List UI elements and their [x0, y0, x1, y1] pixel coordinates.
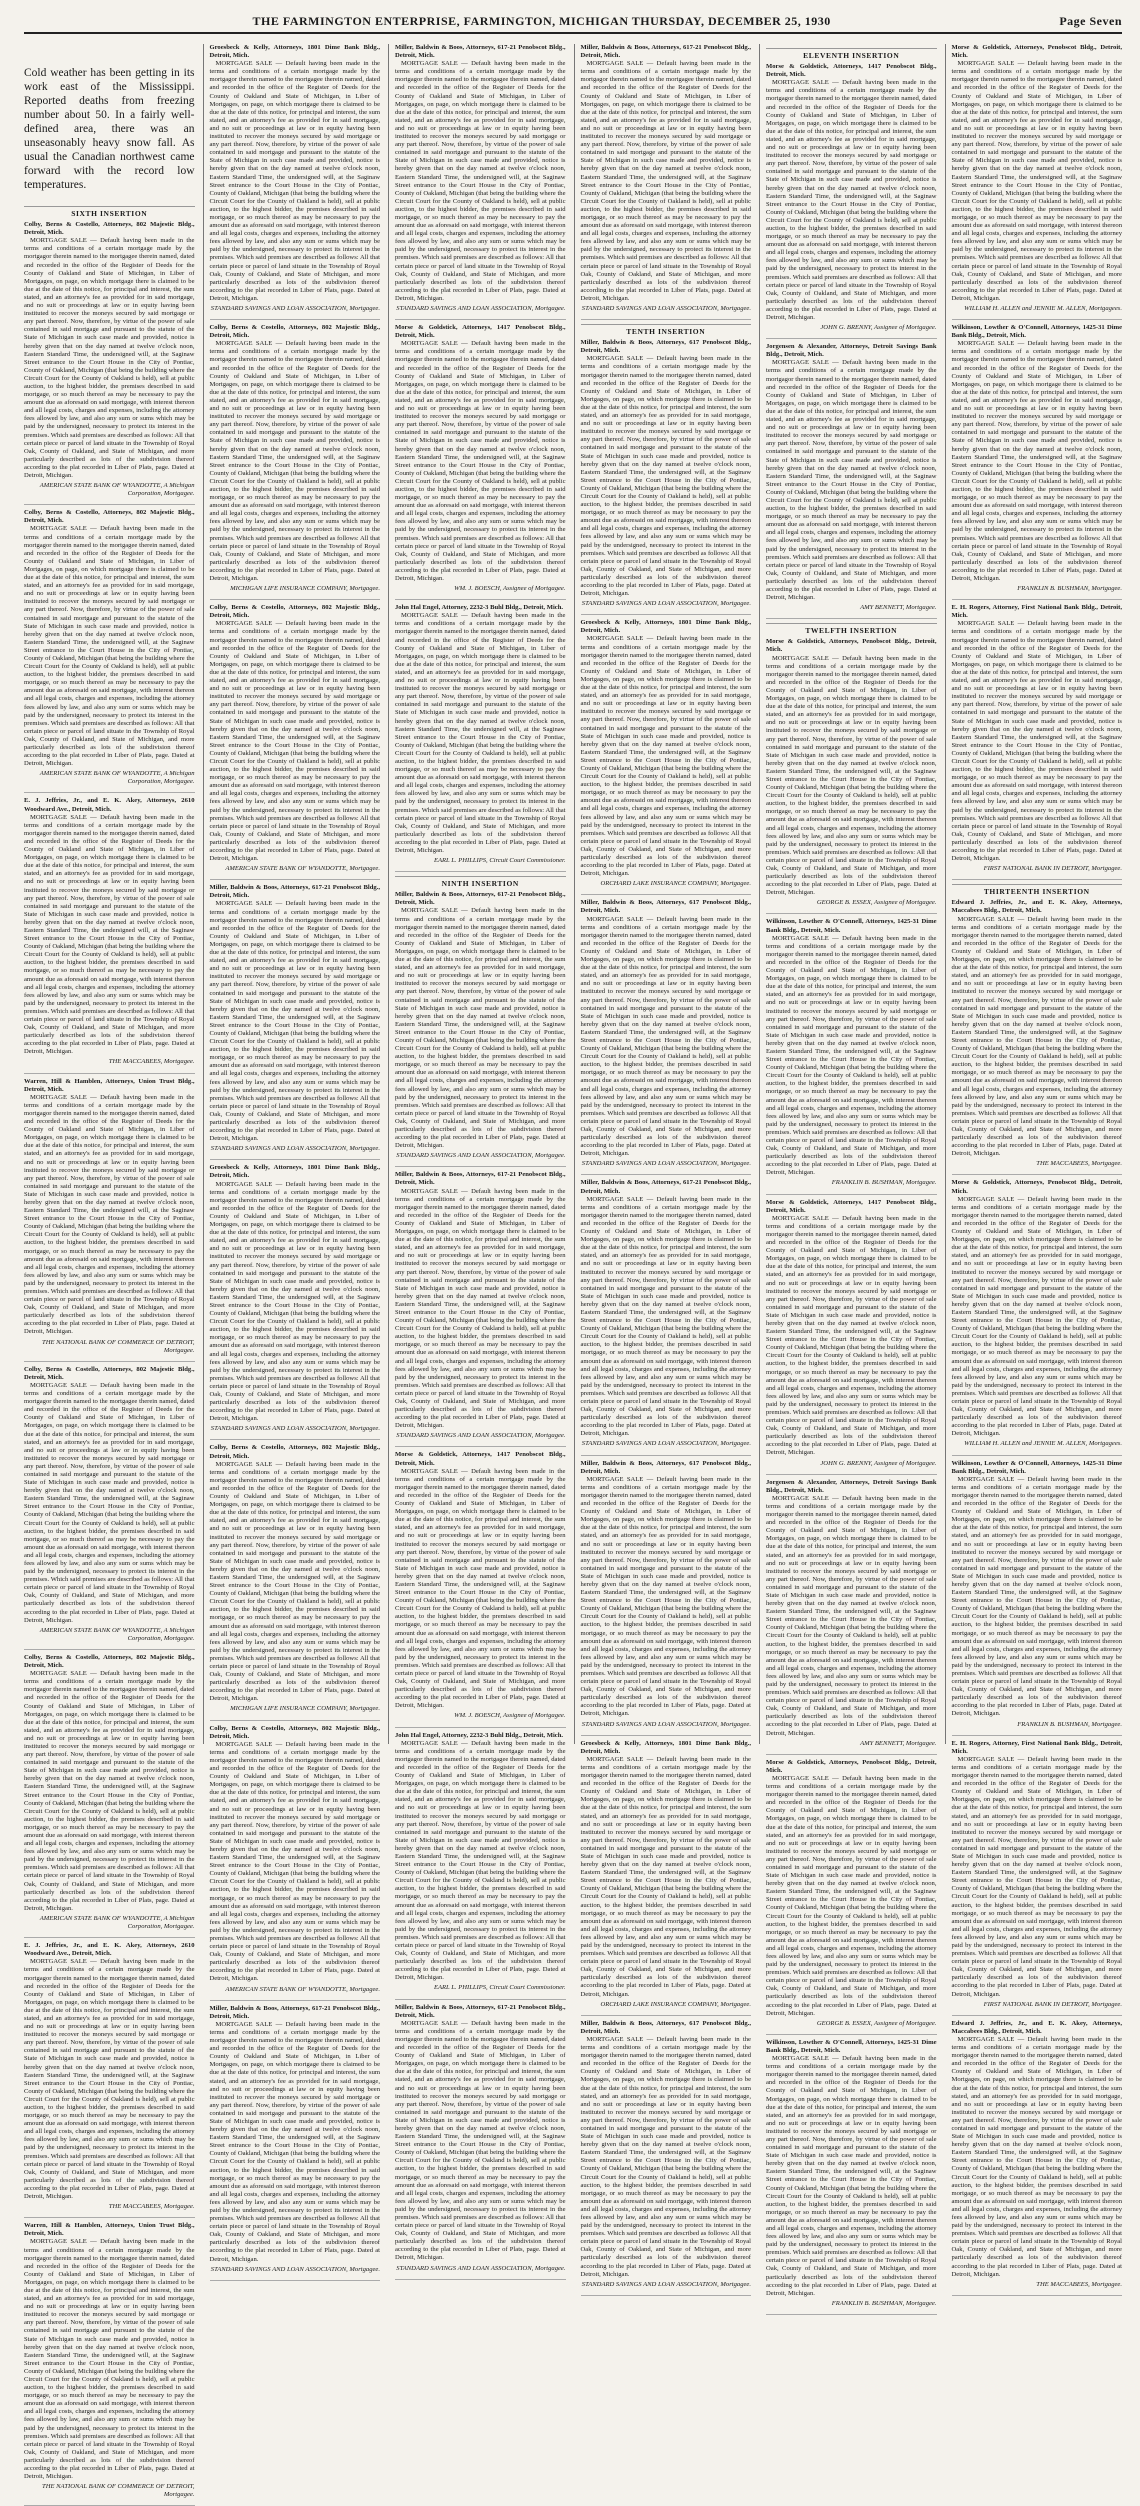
divider	[210, 599, 381, 600]
legal-notice	[581, 1740, 752, 2009]
attorney-firm: E. J. Jeffries, Jr., and E. K. Akey, Attorneys, 2610 Woodward Ave., Detroit, Mich.	[24, 797, 195, 813]
notice-signature: FRANKLIN B. BUSHMAN, Mortgagee.	[831, 2299, 937, 2307]
legal-notice	[395, 891, 566, 1160]
divider	[766, 1194, 937, 1195]
section-heading: SIXTH INSERTION	[24, 206, 195, 218]
notice-signature: STANDARD SAVINGS AND LOAN ASSOCIATION, Mortgagee.	[581, 1720, 751, 1728]
divider	[24, 792, 195, 793]
attorney-firm: Warren, Hill & Hamblen, Attorneys, Union Trust Bldg., Detroit, Mich.	[24, 2222, 195, 2238]
notice-body: MORTGAGE SALE — Default having been made in the terms and conditions of a certain mortgage made by the mortgagor therein named to the mortgagee therein named, dated and recorded in the office of the Register of Deeds for the County of Oakland and State of Michigan, in Liber of Mortgages, on page, on which mortgage there is claimed to be due at the date of this notice, for principal and interest, the sum stated, and an attorney's fee as provided for in said mortgage, and no suit or proceedings at law or in equity having been instituted to recover the moneys secured by said mortgage or any part thereof. Now, therefore, by virtue of the power of sale contained in said mortgage and pursuant to the statute of the State of Michigan in such case made and provided, notice is hereby given that on the day named at twelve o'clock noon, Eastern Standard Time, the undersigned will, at the Saginaw Street entrance to the Court House in the City of Pontiac, County of Oakland, Michigan (that being the building where the Circuit Court for the County of Oakland is held), sell at public auction, to the highest bidder, the premises described in said mortgage, or so much thereof as may be necessary to pay the amount due as aforesaid on said mortgage, with interest thereon and all legal costs, charges and expenses, including the attorney fees allowed by law, and also any sum or sums which may be paid by the undersigned, necessary to protect its interest in the premises. Which said premises are described as follows: All that certain piece or parcel of land situate in the Township of Royal Oak, County of Oakland, and State of Michigan, and more particularly described as lots of the subdivision thereof according to the plat recorded in Liber of Plats, page. Dated at Detroit, Michigan.	[24, 525, 195, 768]
notice-body: MORTGAGE SALE — Default having been made in the terms and conditions of a certain mortgage made by the mortgagor therein named to the mortgagee therein named, dated and recorded in the office of the Register of Deeds for the County of Oakland and State of Michigan, in Liber of Mortgages, on page, on which mortgage there is claimed to be due at the date of this notice, for principal and interest, the sum stated, and an attorney's fee as provided for in said mortgage, and no suit or proceedings at law or in equity having been instituted to recover the moneys secured by said mortgage or any part thereof. Now, therefore, by virtue of the power of sale contained in said mortgage and pursuant to the statute of the State of Michigan in such case made and provided, notice is hereby given that on the day named at twelve o'clock noon, Eastern Standard Time, the undersigned will, at the Saginaw Street entrance to the Court House in the City of Pontiac, County of Oakland, Michigan (that being the building where the Circuit Court for the County of Oakland is held), sell at public auction, to the highest bidder, the premises described in said mortgage, or so much thereof as may be necessary to pay the amount due as aforesaid on said mortgage, with interest thereon and all legal costs, charges and expenses, including the attorney fees allowed by law, and also any sum or sums which may be paid by the undersigned, necessary to protect its interest in the premises. Which said premises are described as follows: All that certain piece or parcel of land situate in the Township of Royal Oak, County of Oakland, and State of Michigan, and more particularly described as lots of the subdivision thereof according to the plat recorded in Liber of Plats, page. Dated at Detroit, Michigan.	[766, 654, 937, 897]
attorney-firm: Edward J. Jeffries, Jr., and E. K. Akey, Attorneys, Maccabees Bldg., Detroit, Mich.	[951, 2019, 1122, 2035]
divider	[210, 879, 381, 880]
notice-signature: ORCHARD LAKE INSURANCE COMPANY, Mortgagee.	[600, 880, 751, 888]
attorney-firm: Colby, Berns & Costello, Attorneys, 802 Majestic Bldg., Detroit, Mich.	[24, 1653, 195, 1670]
legal-notice	[24, 1942, 195, 2211]
divider	[395, 871, 566, 872]
notice-body: MORTGAGE SALE — Default having been made in the terms and conditions of a certain mortgage made by the mortgagor therein named to the mortgagee therein named, dated and recorded in the office of the Register of Deeds for the County of Oakland and State of Michigan, in Liber of Mortgages, on page, on which mortgage there is claimed to be due at the date of this notice, for principal and interest, the sum stated, and an attorney's fee as provided for in said mortgage, and no suit or proceedings at law or in equity having been instituted to recover the moneys secured by said mortgage or any part thereof. Now, therefore, by virtue of the power of sale contained in said mortgage and pursuant to the statute of the State of Michigan in such case made and provided, notice is hereby given that on the day named at twelve o'clock noon, Eastern Standard Time, the undersigned will, at the Saginaw Street entrance to the Court House in the City of Pontiac, County of Oakland, Michigan (that being the building where the Circuit Court for the County of Oakland is held), sell at public auction, to the highest bidder, the premises described in said mortgage, or so much thereof as may be necessary to pay the amount due as aforesaid on said mortgage, with interest thereon and all legal costs, charges and expenses, including the attorney fees allowed by law, and also any sum or sums which may be paid by the undersigned, necessary to protect its interest in the premises. Which said premises are described as follows: All that certain piece or parcel of land situate in the Township of Royal Oak, County of Oakland, and State of Michigan, and more particularly described as lots of the subdivision thereof according to the plat recorded in Liber of Plats, page. Dated at Detroit, Michigan.	[766, 359, 937, 602]
notice-body: MORTGAGE SALE — Default having been made in the terms and conditions of a certain mortgage made by the mortgagor therein named to the mortgagee therein named, dated and recorded in the office of the Register of Deeds for the County of Oakland and State of Michigan, in Liber of Mortgages, on page, on which mortgage there is claimed to be due at the date of this notice, for principal and interest, the sum stated, and an attorney's fee as provided for in said mortgage, and no suit or proceedings at law or in equity having been instituted to recover the moneys secured by said mortgage or any part thereof. Now, therefore, by virtue of the power of sale contained in said mortgage and pursuant to the statute of the State of Michigan in such case made and provided, notice is hereby given that on the day named at twelve o'clock noon, Eastern Standard Time, the undersigned will, at the Saginaw Street entrance to the Court House in the City of Pontiac, County of Oakland, Michigan (that being the building where the Circuit Court for the County of Oakland is held), sell at public auction, to the highest bidder, the premises described in said mortgage, or so much thereof as may be necessary to pay the amount due as aforesaid on said mortgage, with interest thereon and all legal costs, charges and expenses, including the attorney fees allowed by law, and also any sum or sums which may be paid by the undersigned, necessary to protect its interest in the premises. Which said premises are described as follows: All that certain piece or parcel of land situate in the Township of Royal Oak, County of Oakland, and State of Michigan, and more particularly described as lots of the subdivision thereof according to the plat recorded in Liber of Plats, page. Dated at Detroit, Michigan.	[395, 340, 566, 582]
notice-signature: THE MACCABEES, Mortgagee.	[1036, 1160, 1122, 1168]
attorney-firm: Morse & Goldstick, Attorneys, Penobscot Bldg., Detroit, Mich.	[766, 638, 937, 654]
notice-body: MORTGAGE SALE — Default having been made in the terms and conditions of a certain mortgage made by the mortgagor therein named to the mortgagee therein named, dated and recorded in the office of the Register of Deeds for the County of Oakland and State of Michigan, in Liber of Mortgages, on page, on which mortgage there is claimed to be due at the date of this notice, for principal and interest, the sum stated, and an attorney's fee as provided for in said mortgage, and no suit or proceedings at law or in equity having been instituted to recover the moneys secured by said mortgage or any part thereof. Now, therefore, by virtue of the power of sale contained in said mortgage and pursuant to the statute of the State of Michigan in such case made and provided, notice is hereby given that on the day named at twelve o'clock noon, Eastern Standard Time, the undersigned will, at the Saginaw Street entrance to the Court House in the City of Pontiac, County of Oakland, Michigan (that being the building where the Circuit Court for the County of Oakland is held), sell at public auction, to the highest bidder, the premises described in said mortgage, or so much thereof as may be necessary to pay the amount due as aforesaid on said mortgage, with interest thereon and all legal costs, charges and expenses, including the attorney fees allowed by law, and also any sum or sums which may be paid by the undersigned, necessary to protect its interest in the premises. Which said premises are described as follows: All that certain piece or parcel of land situate in the Township of Royal Oak, County of Oakland, and State of Michigan, and more particularly described as lots of the subdivision thereof according to the plat recorded in Liber of Plats, page. Dated at Detroit, Michigan.	[24, 1381, 195, 1624]
notice-signature: THE NATIONAL BANK OF COMMERCE OF DETROIT, Mortgagee.	[42, 2483, 195, 2499]
notice-signature: STANDARD SAVINGS AND LOAN ASSOCIATION, Mortgagee.	[210, 1425, 380, 1433]
legal-notice	[581, 1460, 752, 1729]
notice-body: MORTGAGE SALE — Default having been made in the terms and conditions of a certain mortgage made by the mortgagor therein named to the mortgagee therein named, dated and recorded in the office of the Register of Deeds for the County of Oakland and State of Michigan, in Liber of Mortgages, on page, on which mortgage there is claimed to be due at the date of this notice, for principal and interest, the sum stated, and an attorney's fee as provided for in said mortgage, and no suit or proceedings at law or in equity having been instituted to recover the moneys secured by said mortgage or any part thereof. Now, therefore, by virtue of the power of sale contained in said mortgage and pursuant to the statute of the State of Michigan in such case made and provided, notice is hereby given that on the day named at twelve o'clock noon, Eastern Standard Time, the undersigned will, at the Saginaw Street entrance to the Court House in the City of Pontiac, County of Oakland, Michigan (that being the building where the Circuit Court for the County of Oakland is held), sell at public auction, to the highest bidder, the premises described in said mortgage, or so much thereof as may be necessary to pay the amount due as aforesaid on said mortgage, with interest thereon and all legal costs, charges and expenses, including the attorney fees allowed by law, and also any sum or sums which may be paid by the undersigned, necessary to protect its interest in the premises. Which said premises are described as follows: All that certain piece or parcel of land situate in the Township of Royal Oak, County of Oakland, and State of Michigan, and more particularly described as lots of the subdivision thereof according to the plat recorded in Liber of Plats, page. Dated at Detroit, Michigan.	[209, 340, 380, 582]
legal-notice	[24, 2222, 195, 2499]
attorney-firm: Miller, Baldwin & Boos, Attorneys, 617-21 Penobscot Bldg., Detroit, Mich.	[209, 884, 380, 900]
attorney-firm: Colby, Berns & Costello, Attorneys, 802 Majestic Bldg., Detroit, Mich.	[209, 1724, 380, 1740]
divider	[24, 504, 195, 505]
notice-signature: AMY BENNETT, Mortgagee.	[860, 604, 937, 612]
divider	[395, 2279, 566, 2280]
column-4	[574, 44, 752, 2288]
legal-notice	[952, 1460, 1123, 1729]
notice-signature: WM. J. BOESCH, Assignee of Mortgagee.	[454, 585, 566, 593]
legal-notice	[766, 63, 937, 332]
legal-notice	[24, 1366, 195, 1643]
legal-notice	[952, 1740, 1123, 2009]
notice-signature: STANDARD SAVINGS AND LOAN ASSOCIATION, Mortgagee.	[581, 2280, 751, 2288]
legal-notice	[395, 1732, 566, 1993]
section-heading: TENTH INSERTION	[581, 324, 752, 336]
legal-notice	[952, 1179, 1123, 1448]
notice-signature: ORCHARD LAKE INSURANCE COMPANY, Mortgagee.	[600, 2000, 751, 2008]
notice-signature: FIRST NATIONAL BANK IN DETROIT, Mortgagee.	[983, 865, 1122, 873]
notice-body: MORTGAGE SALE — Default having been made in the terms and conditions of a certain mortgage made by the mortgagor therein named to the mortgagee therein named, dated and recorded in the office of the Register of Deeds for the County of Oakland and State of Michigan, in Liber of Mortgages, on page, on which mortgage there is claimed to be due at the date of this notice, for principal and interest, the sum stated, and an attorney's fee as provided for in said mortgage, and no suit or proceedings at law or in equity having been instituted to recover the moneys secured by said mortgage or any part thereof. Now, therefore, by virtue of the power of sale contained in said mortgage and pursuant to the statute of the State of Michigan in such case made and provided, notice is hereby given that on the day named at twelve o'clock noon, Eastern Standard Time, the undersigned will, at the Saginaw Street entrance to the Court House in the City of Pontiac, County of Oakland, Michigan (that being the building where the Circuit Court for the County of Oakland is held), sell at public auction, to the highest bidder, the premises described in said mortgage, or so much thereof as may be necessary to pay the amount due as aforesaid on said mortgage, with interest thereon and all legal costs, charges and expenses, including the attorney fees allowed by law, and also any sum or sums which may be paid by the undersigned, necessary to protect its interest in the premises. Which said premises are described as follows: All that certain piece or parcel of land situate in the Township of Royal Oak, County of Oakland, and State of Michigan, and more particularly described as lots of the subdivision thereof according to the plat recorded in Liber of Plats, page. Dated at Detroit, Michigan.	[24, 813, 195, 1056]
notice-signature: AMERICAN STATE BANK OF WYANDOTTE, A Michigan Corporation, Mortgagee.	[39, 770, 195, 786]
attorney-firm: Warren, Hill & Hamblen, Attorneys, Union Trust Bldg., Detroit, Mich.	[24, 1077, 195, 1093]
notice-body: MORTGAGE SALE — Default having been made in the terms and conditions of a certain mortgage made by the mortgagor therein named to the mortgagee therein named, dated and recorded in the office of the Register of Deeds for the County of Oakland and State of Michigan, in Liber of Mortgages, on page, on which mortgage there is claimed to be due at the date of this notice, for principal and interest, the sum stated, and an attorney's fee as provided for in said mortgage, and no suit or proceedings at law or in equity having been instituted to recover the moneys secured by said mortgage or any part thereof. Now, therefore, by virtue of the power of sale contained in said mortgage and pursuant to the statute of the State of Michigan in such case made and provided, notice is hereby given that on the day named at twelve o'clock noon, Eastern Standard Time, the undersigned will, at the Saginaw Street entrance to the Court House in the City of Pontiac, County of Oakland, Michigan (that being the building where the Circuit Court for the County of Oakland is held), sell at public auction, to the highest bidder, the premises described in said mortgage, or so much thereof as may be necessary to pay the amount due as aforesaid on said mortgage, with interest thereon and all legal costs, charges and expenses, including the attorney fees allowed by law, and also any sum or sums which may be paid by the undersigned, necessary to protect its interest in the premises. Which said premises are described as follows: All that certain piece or parcel of land situate in the Township of Royal Oak, County of Oakland, and State of Michigan, and more particularly described as lots of the subdivision thereof according to the plat recorded in Liber of Plats, page. Dated at Detroit, Michigan.	[24, 2238, 195, 2481]
masthead-title: THE FARMINGTON ENTERPRISE, FARMINGTON, MICHIGAN THURSDAY, DECEMBER 25, 1930	[252, 14, 831, 28]
attorney-firm: E. J. Jeffries, Jr., and E. K. Akey, Attorneys, 2610 Woodward Ave., Detroit, Mich.	[24, 1942, 195, 1958]
notice-body: MORTGAGE SALE — Default having been made in the terms and conditions of a certain mortgage made by the mortgagor therein named to the mortgagee therein named, dated and recorded in the office of the Register of Deeds for the County of Oakland and State of Michigan, in Liber of Mortgages, on page, on which mortgage there is claimed to be due at the date of this notice, for principal and interest, the sum stated, and an attorney's fee as provided for in said mortgage, and no suit or proceedings at law or in equity having been instituted to recover the moneys secured by said mortgage or any part thereof. Now, therefore, by virtue of the power of sale contained in said mortgage and pursuant to the statute of the State of Michigan in such case made and provided, notice is hereby given that on the day named at twelve o'clock noon, Eastern Standard Time, the undersigned will, at the Saginaw Street entrance to the Court House in the City of Pontiac, County of Oakland, Michigan (that being the building where the Circuit Court for the County of Oakland is held), sell at public auction, to the highest bidder, the premises described in said mortgage, or so much thereof as may be necessary to pay the amount due as aforesaid on said mortgage, with interest thereon and all legal costs, charges and expenses, including the attorney fees allowed by law, and also any sum or sums which may be paid by the undersigned, necessary to protect its interest in the premises. Which said premises are described as follows: All that certain piece or parcel of land situate in the Township of Royal Oak, County of Oakland, and State of Michigan, and more particularly described as lots of the subdivision thereof according to the plat recorded in Liber of Plats, page. Dated at Detroit, Michigan.	[395, 612, 566, 854]
divider	[766, 2034, 937, 2035]
attorney-firm: Jorgensen & Alexander, Attorneys, Detroit Savings Bank Bldg., Detroit, Mich.	[766, 1478, 937, 1494]
divider	[24, 1937, 195, 1938]
legal-notice	[210, 2005, 381, 2274]
notice-body: MORTGAGE SALE — Default having been made in the terms and conditions of a certain mortgage made by the mortgagor therein named to the mortgagee therein named, dated and recorded in the office of the Register of Deeds for the County of Oakland and State of Michigan, in Liber of Mortgages, on page, on which mortgage there is claimed to be due at the date of this notice, for principal and interest, the sum stated, and an attorney's fee as provided for in said mortgage, and no suit or proceedings at law or in equity having been instituted to recover the moneys secured by said mortgage or any part thereof. Now, therefore, by virtue of the power of sale contained in said mortgage and pursuant to the statute of the State of Michigan in such case made and provided, notice is hereby given that on the day named at twelve o'clock noon, Eastern Standard Time, the undersigned will, at the Saginaw Street entrance to the Court House in the City of Pontiac, County of Oakland, Michigan (that being the building where the Circuit Court for the County of Oakland is held), sell at public auction, to the highest bidder, the premises described in said mortgage, or so much thereof as may be necessary to pay the amount due as aforesaid on said mortgage, with interest thereon and all legal costs, charges and expenses, including the attorney fees allowed by law, and also any sum or sums which may be paid by the undersigned, necessary to protect its interest in the premises. Which said premises are described as follows: All that certain piece or parcel of land situate in the Township of Royal Oak, County of Oakland, and State of Michigan, and more particularly described as lots of the subdivision thereof according to the plat recorded in Liber of Plats, page. Dated at Detroit, Michigan.	[951, 1475, 1122, 1718]
notice-signature: STANDARD SAVINGS AND LOAN ASSOCIATION, Mortgagee.	[581, 305, 751, 312]
legal-notice	[210, 1444, 381, 1713]
notice-signature: STANDARD SAVINGS AND LOAN ASSOCIATION, Mortgagee.	[581, 1160, 751, 1168]
divider	[210, 2280, 381, 2281]
attorney-firm: Wilkinson, Lowther & O'Connell, Attorneys, 1425-31 Dime Bank Bldg., Detroit, Mich.	[766, 918, 937, 934]
legal-notice	[581, 899, 752, 1168]
masthead	[24, 14, 1122, 34]
legal-notice	[952, 604, 1123, 873]
divider	[766, 338, 937, 339]
notice-signature: STANDARD SAVINGS AND LOAN ASSOCIATION, Mortgagee.	[581, 1440, 751, 1448]
attorney-firm: Colby, Berns & Costello, Attorneys, 802 Majestic Bldg., Detroit, Mich.	[24, 1365, 195, 1381]
legal-notice	[766, 1759, 937, 2028]
notice-signature: JOHN G. BRENNY, Assignee of Mortgagee.	[820, 1459, 937, 1467]
attorney-firm: Wilkinson, Lowther & O'Connell, Attorneys, 1425-31 Dime Bank Bldg., Detroit, Mich.	[951, 1459, 1122, 1475]
notice-body: MORTGAGE SALE — Default having been made in the terms and conditions of a certain mortgage made by the mortgagor therein named to the mortgagee therein named, dated and recorded in the office of the Register of Deeds for the County of Oakland and State of Michigan, in Liber of Mortgages, on page, on which mortgage there is claimed to be due at the date of this notice, for principal and interest, the sum stated, and an attorney's fee as provided for in said mortgage, and no suit or proceedings at law or in equity having been instituted to recover the moneys secured by said mortgage or any part thereof. Now, therefore, by virtue of the power of sale contained in said mortgage and pursuant to the statute of the State of Michigan in such case made and provided, notice is hereby given that on the day named at twelve o'clock noon, Eastern Standard Time, the undersigned will, at the Saginaw Street entrance to the Court House in the City of Pontiac, County of Oakland, Michigan (that being the building where the Circuit Court for the County of Oakland is held), sell at public auction, to the highest bidder, the premises described in said mortgage, or so much thereof as may be necessary to pay the amount due as aforesaid on said mortgage, with interest thereon and all legal costs, charges and expenses, including the attorney fees allowed by law, and also any sum or sums which may be paid by the undersigned, necessary to protect its interest in the premises. Which said premises are described as follows: All that certain piece or parcel of land situate in the Township of Royal Oak, County of Oakland, and State of Michigan, and more particularly described as lots of the subdivision thereof according to the plat recorded in Liber of Plats, page. Dated at Detroit, Michigan.	[209, 1740, 380, 1983]
attorney-firm: Morse & Goldstick, Attorneys, Penobscot Bldg., Detroit, Mich.	[766, 1758, 937, 1774]
attorney-firm: Miller, Baldwin & Boos, Attorneys, 617 Penobscot Bldg., Detroit, Mich.	[580, 1459, 751, 1475]
attorney-firm: Miller, Baldwin & Boos, Attorneys, 617 Penobscot Bldg., Detroit, Mich.	[580, 339, 751, 355]
divider	[952, 319, 1123, 320]
divider	[766, 913, 937, 914]
notice-signature: AMERICAN STATE BANK OF WYANDOTTE, Mortgagee.	[225, 1985, 380, 1993]
attorney-firm: Miller, Baldwin & Boos, Attorneys, 617-21 Penobscot Bldg., Detroit, Mich.	[395, 1171, 566, 1187]
divider	[210, 1720, 381, 1721]
notice-signature: MICHIGAN LIFE INSURANCE COMPANY, Mortgagee.	[230, 1705, 380, 1713]
divider	[581, 894, 752, 895]
notice-signature: WM. J. BOESCH, Assignee of Mortgagee.	[454, 1712, 566, 1720]
attorney-firm: Colby, Berns & Costello, Attorneys, 802 Majestic Bldg., Detroit, Mich.	[24, 221, 195, 237]
attorney-firm: Edward J. Jeffries, Jr., and E. K. Akey, Attorneys, Maccabees Bldg., Detroit, Mich.	[951, 899, 1122, 915]
divider	[395, 1727, 566, 1728]
legal-notice	[24, 221, 195, 498]
notice-body: MORTGAGE SALE — Default having been made in the terms and conditions of a certain mortgage made by the mortgagor therein named to the mortgagee therein named, dated and recorded in the office of the Register of Deeds for the County of Oakland and State of Michigan, in Liber of Mortgages, on page, on which mortgage there is claimed to be due at the date of this notice, for principal and interest, the sum stated, and an attorney's fee as provided for in said mortgage, and no suit or proceedings at law or in equity having been instituted to recover the moneys secured by said mortgage or any part thereof. Now, therefore, by virtue of the power of sale contained in said mortgage and pursuant to the statute of the State of Michigan in such case made and provided, notice is hereby given that on the day named at twelve o'clock noon, Eastern Standard Time, the undersigned will, at the Saginaw Street entrance to the Court House in the City of Pontiac, County of Oakland, Michigan (that being the building where the Circuit Court for the County of Oakland is held), sell at public auction, to the highest bidder, the premises described in said mortgage, or so much thereof as may be necessary to pay the amount due as aforesaid on said mortgage, with interest thereon and all legal costs, charges and expenses, including the attorney fees allowed by law, and also any sum or sums which may be paid by the undersigned, necessary to protect its interest in the premises. Which said premises are described as follows: All that certain piece or parcel of land situate in the Township of Royal Oak, County of Oakland, and State of Michigan, and more particularly described as lots of the subdivision thereof according to the plat recorded in Liber of Plats, page. Dated at Detroit, Michigan.	[580, 355, 751, 598]
notice-signature: STANDARD SAVINGS AND LOAN ASSOCIATION, Mortgagee.	[396, 2264, 566, 2272]
divider	[952, 1455, 1123, 1456]
legal-notice	[210, 884, 381, 1153]
notice-signature: STANDARD SAVINGS AND LOAN ASSOCIATION, Mortgagee.	[581, 600, 751, 608]
notice-signature: WILLIAM H. ALLEN and JENNIE M. ALLEN, Mortgagees.	[964, 1440, 1122, 1448]
legal-notice	[766, 343, 937, 612]
notice-body: MORTGAGE SALE — Default having been made in the terms and conditions of a certain mortgage made by the mortgagor therein named to the mortgagee therein named, dated and recorded in the office of the Register of Deeds for the County of Oakland and State of Michigan, in Liber of Mortgages, on page, on which mortgage there is claimed to be due at the date of this notice, for principal and interest, the sum stated, and an attorney's fee as provided for in said mortgage, and no suit or proceedings at law or in equity having been instituted to recover the moneys secured by said mortgage or any part thereof. Now, therefore, by virtue of the power of sale contained in said mortgage and pursuant to the statute of the State of Michigan in such case made and provided, notice is hereby given that on the day named at twelve o'clock noon, Eastern Standard Time, the undersigned will, at the Saginaw Street entrance to the Court House in the City of Pontiac, County of Oakland, Michigan (that being the building where the Circuit Court for the County of Oakland is held), sell at public auction, to the highest bidder, the premises described in said mortgage, or so much thereof as may be necessary to pay the amount due as aforesaid on said mortgage, with interest thereon and all legal costs, charges and expenses, including the attorney fees allowed by law, and also any sum or sums which may be paid by the undersigned, necessary to protect its interest in the premises. Which said premises are described as follows: All that certain piece or parcel of land situate in the Township of Royal Oak, County of Oakland, and State of Michigan, and more particularly described as lots of the subdivision thereof according to the plat recorded in Liber of Plats, page. Dated at Detroit, Michigan.	[580, 2035, 751, 2278]
attorney-firm: Miller, Baldwin & Boos, Attorneys, 617-21 Penobscot Bldg., Detroit, Mich.	[395, 891, 566, 907]
legal-notice	[766, 1199, 937, 1468]
attorney-firm: Morse & Goldstick, Attorneys, 1417 Penobscot Bldg., Detroit, Mich.	[766, 63, 937, 79]
section-heading: THIRTEENTH INSERTION	[952, 884, 1123, 896]
legal-notice	[24, 1078, 195, 1355]
notice-body: MORTGAGE SALE — Default having been made in the terms and conditions of a certain mortgage made by the mortgagor therein named to the mortgagee therein named, dated and recorded in the office of the Register of Deeds for the County of Oakland and State of Michigan, in Liber of Mortgages, on page, on which mortgage there is claimed to be due at the date of this notice, for principal and interest, the sum stated, and an attorney's fee as provided for in said mortgage, and no suit or proceedings at law or in equity having been instituted to recover the moneys secured by said mortgage or any part thereof. Now, therefore, by virtue of the power of sale contained in said mortgage and pursuant to the statute of the State of Michigan in such case made and provided, notice is hereby given that on the day named at twelve o'clock noon, Eastern Standard Time, the undersigned will, at the Saginaw Street entrance to the Court House in the City of Pontiac, County of Oakland, Michigan (that being the building where the Circuit Court for the County of Oakland is held), sell at public auction, to the highest bidder, the premises described in said mortgage, or so much thereof as may be necessary to pay the amount due as aforesaid on said mortgage, with interest thereon and all legal costs, charges and expenses, including the attorney fees allowed by law, and also any sum or sums which may be paid by the undersigned, necessary to protect its interest in the premises. Which said premises are described as follows: All that certain piece or parcel of land situate in the Township of Royal Oak, County of Oakland, and State of Michigan, and more particularly described as lots of the subdivision thereof according to the plat recorded in Liber of Plats, page. Dated at Detroit, Michigan.	[24, 1670, 195, 1912]
notice-body: MORTGAGE SALE — Default having been made in the terms and conditions of a certain mortgage made by the mortgagor therein named to the mortgagee therein named, dated and recorded in the office of the Register of Deeds for the County of Oakland and State of Michigan, in Liber of Mortgages, on page, on which mortgage there is claimed to be due at the date of this notice, for principal and interest, the sum stated, and an attorney's fee as provided for in said mortgage, and no suit or proceedings at law or in equity having been instituted to recover the moneys secured by said mortgage or any part thereof. Now, therefore, by virtue of the power of sale contained in said mortgage and pursuant to the statute of the State of Michigan in such case made and provided, notice is hereby given that on the day named at twelve o'clock noon, Eastern Standard Time, the undersigned will, at the Saginaw Street entrance to the Court House in the City of Pontiac, County of Oakland, Michigan (that being the building where the Circuit Court for the County of Oakland is held), sell at public auction, to the highest bidder, the premises described in said mortgage, or so much thereof as may be necessary to pay the amount due as aforesaid on said mortgage, with interest thereon and all legal costs, charges and expenses, including the attorney fees allowed by law, and also any sum or sums which may be paid by the undersigned, necessary to protect its interest in the premises. Which said premises are described as follows: All that certain piece or parcel of land situate in the Township of Royal Oak, County of Oakland, and State of Michigan, and more particularly described as lots of the subdivision thereof according to the plat recorded in Liber of Plats, page. Dated at Detroit, Michigan.	[951, 1755, 1122, 1998]
notice-body: MORTGAGE SALE — Default having been made in the terms and conditions of a certain mortgage made by the mortgagor therein named to the mortgagee therein named, dated and recorded in the office of the Register of Deeds for the County of Oakland and State of Michigan, in Liber of Mortgages, on page, on which mortgage there is claimed to be due at the date of this notice, for principal and interest, the sum stated, and an attorney's fee as provided for in said mortgage, and no suit or proceedings at law or in equity having been instituted to recover the moneys secured by said mortgage or any part thereof. Now, therefore, by virtue of the power of sale contained in said mortgage and pursuant to the statute of the State of Michigan in such case made and provided, notice is hereby given that on the day named at twelve o'clock noon, Eastern Standard Time, the undersigned will, at the Saginaw Street entrance to the Court House in the City of Pontiac, County of Oakland, Michigan (that being the building where the Circuit Court for the County of Oakland is held), sell at public auction, to the highest bidder, the premises described in said mortgage, or so much thereof as may be necessary to pay the amount due as aforesaid on said mortgage, with interest thereon and all legal costs, charges and expenses, including the attorney fees allowed by law, and also any sum or sums which may be paid by the undersigned, necessary to protect its interest in the premises. Which said premises are described as follows: All that certain piece or parcel of land situate in the Township of Royal Oak, County of Oakland, and State of Michigan, and more particularly described as lots of the subdivision thereof according to the plat recorded in Liber of Plats, page. Dated at Detroit, Michigan.	[209, 620, 380, 863]
legal-notice	[581, 44, 752, 313]
divider	[24, 1649, 195, 1650]
divider	[581, 1735, 752, 1736]
divider	[210, 319, 381, 320]
attorney-firm: Morse & Goldstick, Attorneys, Penobscot Bldg., Detroit, Mich.	[951, 1179, 1122, 1195]
notice-body: MORTGAGE SALE — Default having been made in the terms and conditions of a certain mortgage made by the mortgagor therein named to the mortgagee therein named, dated and recorded in the office of the Register of Deeds for the County of Oakland and State of Michigan, in Liber of Mortgages, on page, on which mortgage there is claimed to be due at the date of this notice, for principal and interest, the sum stated, and an attorney's fee as provided for in said mortgage, and no suit or proceedings at law or in equity having been instituted to recover the moneys secured by said mortgage or any part thereof. Now, therefore, by virtue of the power of sale contained in said mortgage and pursuant to the statute of the State of Michigan in such case made and provided, notice is hereby given that on the day named at twelve o'clock noon, Eastern Standard Time, the undersigned will, at the Saginaw Street entrance to the Court House in the City of Pontiac, County of Oakland, Michigan (that being the building where the Circuit Court for the County of Oakland is held), sell at public auction, to the highest bidder, the premises described in said mortgage, or so much thereof as may be necessary to pay the amount due as aforesaid on said mortgage, with interest thereon and all legal costs, charges and expenses, including the attorney fees allowed by law, and also any sum or sums which may be paid by the undersigned, necessary to protect its interest in the premises. Which said premises are described as follows: All that certain piece or parcel of land situate in the Township of Royal Oak, County of Oakland, and State of Michigan, and more particularly described as lots of the subdivision thereof according to the plat recorded in Liber of Plats, page. Dated at Detroit, Michigan.	[766, 1774, 937, 2017]
page-number: Page Seven	[1059, 14, 1122, 28]
divider	[210, 1159, 381, 1160]
notice-signature: JOHN G. BRENNY, Assignee of Mortgagee.	[820, 324, 937, 332]
legal-notice	[210, 1725, 381, 1994]
section-heading: TWELFTH INSERTION	[766, 623, 937, 635]
attorney-firm: Groesbeck & Kelly, Attorneys, 1801 Dime Bank Bldg., Detroit, Mich.	[580, 619, 751, 635]
attorney-firm: Colby, Berns & Costello, Attorneys, 802 Majestic Bldg., Detroit, Mich.	[24, 509, 195, 525]
section-heading: ELEVENTH INSERTION	[766, 48, 937, 60]
columns-container	[24, 44, 1122, 2499]
notice-signature: AMERICAN STATE BANK OF WYANDOTTE, A Michigan Corporation, Mortgagee.	[39, 1626, 195, 1642]
notice-body: MORTGAGE SALE — Default having been made in the terms and conditions of a certain mortgage made by the mortgagor therein named to the mortgagee therein named, dated and recorded in the office of the Register of Deeds for the County of Oakland and State of Michigan, in Liber of Mortgages, on page, on which mortgage there is claimed to be due at the date of this notice, for principal and interest, the sum stated, and an attorney's fee as provided for in said mortgage, and no suit or proceedings at law or in equity having been instituted to recover the moneys secured by said mortgage or any part thereof. Now, therefore, by virtue of the power of sale contained in said mortgage and pursuant to the statute of the State of Michigan in such case made and provided, notice is hereby given that on the day named at twelve o'clock noon, Eastern Standard Time, the undersigned will, at the Saginaw Street entrance to the Court House in the City of Pontiac, County of Oakland, Michigan (that being the building where the Circuit Court for the County of Oakland is held), sell at public auction, to the highest bidder, the premises described in said mortgage, or so much thereof as may be necessary to pay the amount due as aforesaid on said mortgage, with interest thereon and all legal costs, charges and expenses, including the attorney fees allowed by law, and also any sum or sums which may be paid by the undersigned, necessary to protect its interest in the premises. Which said premises are described as follows: All that certain piece or parcel of land situate in the Township of Royal Oak, County of Oakland, and State of Michigan, and more particularly described as lots of the subdivision thereof according to the plat recorded in Liber of Plats, page. Dated at Detroit, Michigan.	[766, 79, 937, 321]
legal-notice	[24, 1654, 195, 1931]
attorney-firm: Miller, Baldwin & Boos, Attorneys, 617-21 Penobscot Bldg., Detroit, Mich.	[580, 44, 751, 60]
column-1	[24, 44, 195, 2499]
notice-body: MORTGAGE SALE — Default having been made in the terms and conditions of a certain mortgage made by the mortgagor therein named to the mortgagee therein named, dated and recorded in the office of the Register of Deeds for the County of Oakland and State of Michigan, in Liber of Mortgages, on page, on which mortgage there is claimed to be due at the date of this notice, for principal and interest, the sum stated, and an attorney's fee as provided for in said mortgage, and no suit or proceedings at law or in equity having been instituted to recover the moneys secured by said mortgage or any part thereof. Now, therefore, by virtue of the power of sale contained in said mortgage and pursuant to the statute of the State of Michigan in such case made and provided, notice is hereby given that on the day named at twelve o'clock noon, Eastern Standard Time, the undersigned will, at the Saginaw Street entrance to the Court House in the City of Pontiac, County of Oakland, Michigan (that being the building where the Circuit Court for the County of Oakland is held), sell at public auction, to the highest bidder, the premises described in said mortgage, or so much thereof as may be necessary to pay the amount due as aforesaid on said mortgage, with interest thereon and all legal costs, charges and expenses, including the attorney fees allowed by law, and also any sum or sums which may be paid by the undersigned, necessary to protect its interest in the premises. Which said premises are described as follows: All that certain piece or parcel of land situate in the Township of Royal Oak, County of Oakland, and State of Michigan, and more particularly described as lots of the subdivision thereof according to the plat recorded in Liber of Plats, page. Dated at Detroit, Michigan.	[209, 1460, 380, 1703]
attorney-firm: Groesbeck & Kelly, Attorneys, 1801 Dime Bank Bldg., Detroit, Mich.	[580, 1739, 751, 1755]
notice-body: MORTGAGE SALE — Default having been made in the terms and conditions of a certain mortgage made by the mortgagor therein named to the mortgagee therein named, dated and recorded in the office of the Register of Deeds for the County of Oakland and State of Michigan, in Liber of Mortgages, on page, on which mortgage there is claimed to be due at the date of this notice, for principal and interest, the sum stated, and an attorney's fee as provided for in said mortgage, and no suit or proceedings at law or in equity having been instituted to recover the moneys secured by said mortgage or any part thereof. Now, therefore, by virtue of the power of sale contained in said mortgage and pursuant to the statute of the State of Michigan in such case made and provided, notice is hereby given that on the day named at twelve o'clock noon, Eastern Standard Time, the undersigned will, at the Saginaw Street entrance to the Court House in the City of Pontiac, County of Oakland, Michigan (that being the building where the Circuit Court for the County of Oakland is held), sell at public auction, to the highest bidder, the premises described in said mortgage, or so much thereof as may be necessary to pay the amount due as aforesaid on said mortgage, with interest thereon and all legal costs, charges and expenses, including the attorney fees allowed by law, and also any sum or sums which may be paid by the undersigned, necessary to protect its interest in the premises. Which said premises are described as follows: All that certain piece or parcel of land situate in the Township of Royal Oak, County of Oakland, and State of Michigan, and more particularly described as lots of the subdivision thereof according to the plat recorded in Liber of Plats, page. Dated at Detroit, Michigan.	[951, 60, 1122, 302]
notice-signature: STANDARD SAVINGS AND LOAN ASSOCIATION, Mortgagee.	[210, 1145, 380, 1153]
divider	[581, 1174, 752, 1175]
notice-signature: STANDARD SAVINGS AND LOAN ASSOCIATION, Mortgagee.	[210, 305, 380, 312]
notice-signature: FIRST NATIONAL BANK IN DETROIT, Mortgagee.	[983, 2000, 1122, 2008]
column-6	[945, 44, 1123, 2288]
legal-notice	[766, 918, 937, 1187]
legal-notice	[24, 797, 195, 1066]
legal-notice	[581, 339, 752, 608]
attorney-firm: Morse & Goldstick, Attorneys, Penobscot Bldg., Detroit, Mich.	[951, 44, 1122, 60]
notice-signature: THE NATIONAL BANK OF COMMERCE OF DETROIT, Mortgagee.	[42, 1338, 195, 1354]
legal-notice	[581, 2020, 752, 2289]
divider	[395, 599, 566, 600]
legal-notice	[210, 604, 381, 873]
notice-signature: WILLIAM H. ALLEN and JENNIE M. ALLEN, Mortgagees.	[964, 305, 1122, 312]
notice-body: MORTGAGE SALE — Default having been made in the terms and conditions of a certain mortgage made by the mortgagor therein named to the mortgagee therein named, dated and recorded in the office of the Register of Deeds for the County of Oakland and State of Michigan, in Liber of Mortgages, on page, on which mortgage there is claimed to be due at the date of this notice, for principal and interest, the sum stated, and an attorney's fee as provided for in said mortgage, and no suit or proceedings at law or in equity having been instituted to recover the moneys secured by said mortgage or any part thereof. Now, therefore, by virtue of the power of sale contained in said mortgage and pursuant to the statute of the State of Michigan in such case made and provided, notice is hereby given that on the day named at twelve o'clock noon, Eastern Standard Time, the undersigned will, at the Saginaw Street entrance to the Court House in the City of Pontiac, County of Oakland, Michigan (that being the building where the Circuit Court for the County of Oakland is held), sell at public auction, to the highest bidder, the premises described in said mortgage, or so much thereof as may be necessary to pay the amount due as aforesaid on said mortgage, with interest thereon and all legal costs, charges and expenses, including the attorney fees allowed by law, and also any sum or sums which may be paid by the undersigned, necessary to protect its interest in the premises. Which said premises are described as follows: All that certain piece or parcel of land situate in the Township of Royal Oak, County of Oakland, and State of Michigan, and more particularly described as lots of the subdivision thereof according to the plat recorded in Liber of Plats, page. Dated at Detroit, Michigan.	[766, 934, 937, 1177]
attorney-firm: Morse & Goldstick, Attorneys, 1417 Penobscot Bldg., Detroit, Mich.	[395, 324, 566, 340]
divider	[766, 618, 937, 619]
divider	[581, 1455, 752, 1456]
legal-notice	[395, 1451, 566, 1720]
notice-signature: EARL L. PHILLIPS, Circuit Court Commissioner.	[433, 857, 566, 865]
legal-notice	[766, 1479, 937, 1748]
legal-notice	[395, 2004, 566, 2273]
notice-body: MORTGAGE SALE — Default having been made in the terms and conditions of a certain mortgage made by the mortgagor therein named to the mortgagee therein named, dated and recorded in the office of the Register of Deeds for the County of Oakland and State of Michigan, in Liber of Mortgages, on page, on which mortgage there is claimed to be due at the date of this notice, for principal and interest, the sum stated, and an attorney's fee as provided for in said mortgage, and no suit or proceedings at law or in equity having been instituted to recover the moneys secured by said mortgage or any part thereof. Now, therefore, by virtue of the power of sale contained in said mortgage and pursuant to the statute of the State of Michigan in such case made and provided, notice is hereby given that on the day named at twelve o'clock noon, Eastern Standard Time, the undersigned will, at the Saginaw Street entrance to the Court House in the City of Pontiac, County of Oakland, Michigan (that being the building where the Circuit Court for the County of Oakland is held), sell at public auction, to the highest bidder, the premises described in said mortgage, or so much thereof as may be necessary to pay the amount due as aforesaid on said mortgage, with interest thereon and all legal costs, charges and expenses, including the attorney fees allowed by law, and also any sum or sums which may be paid by the undersigned, necessary to protect its interest in the premises. Which said premises are described as follows: All that certain piece or parcel of land situate in the Township of Royal Oak, County of Oakland, and State of Michigan, and more particularly described as lots of the subdivision thereof according to the plat recorded in Liber of Plats, page. Dated at Detroit, Michigan.	[951, 2035, 1122, 2278]
divider	[395, 1999, 566, 2000]
notice-signature: GEORGE B. ESSEX, Assignee of Mortgagee.	[816, 2019, 937, 2027]
divider	[581, 614, 752, 615]
attorney-firm: Miller, Baldwin & Boos, Attorneys, 617-21 Penobscot Bldg., Detroit, Mich.	[395, 44, 566, 60]
attorney-firm: Wilkinson, Lowther & O'Connell, Attorneys, 1425-31 Dime Bank Bldg., Detroit, Mich.	[951, 324, 1122, 340]
notice-body: MORTGAGE SALE — Default having been made in the terms and conditions of a certain mortgage made by the mortgagor therein named to the mortgagee therein named, dated and recorded in the office of the Register of Deeds for the County of Oakland and State of Michigan, in Liber of Mortgages, on page, on which mortgage there is claimed to be due at the date of this notice, for principal and interest, the sum stated, and an attorney's fee as provided for in said mortgage, and no suit or proceedings at law or in equity having been instituted to recover the moneys secured by said mortgage or any part thereof. Now, therefore, by virtue of the power of sale contained in said mortgage and pursuant to the statute of the State of Michigan in such case made and provided, notice is hereby given that on the day named at twelve o'clock noon, Eastern Standard Time, the undersigned will, at the Saginaw Street entrance to the Court House in the City of Pontiac, County of Oakland, Michigan (that being the building where the Circuit Court for the County of Oakland is held), sell at public auction, to the highest bidder, the premises described in said mortgage, or so much thereof as may be necessary to pay the amount due as aforesaid on said mortgage, with interest thereon and all legal costs, charges and expenses, including the attorney fees allowed by law, and also any sum or sums which may be paid by the undersigned, necessary to protect its interest in the premises. Which said premises are described as follows: All that certain piece or parcel of land situate in the Township of Royal Oak, County of Oakland, and State of Michigan, and more particularly described as lots of the subdivision thereof according to the plat recorded in Liber of Plats, page. Dated at Detroit, Michigan.	[580, 635, 751, 878]
legal-notice	[581, 1179, 752, 1448]
notice-signature: EARL L. PHILLIPS, Circuit Court Commissioner.	[433, 1984, 566, 1992]
notice-body: MORTGAGE SALE — Default having been made in the terms and conditions of a certain mortgage made by the mortgagor therein named to the mortgagee therein named, dated and recorded in the office of the Register of Deeds for the County of Oakland and State of Michigan, in Liber of Mortgages, on page, on which mortgage there is claimed to be due at the date of this notice, for principal and interest, the sum stated, and an attorney's fee as provided for in said mortgage, and no suit or proceedings at law or in equity having been instituted to recover the moneys secured by said mortgage or any part thereof. Now, therefore, by virtue of the power of sale contained in said mortgage and pursuant to the statute of the State of Michigan in such case made and provided, notice is hereby given that on the day named at twelve o'clock noon, Eastern Standard Time, the undersigned will, at the Saginaw Street entrance to the Court House in the City of Pontiac, County of Oakland, Michigan (that being the building where the Circuit Court for the County of Oakland is held), sell at public auction, to the highest bidder, the premises described in said mortgage, or so much thereof as may be necessary to pay the amount due as aforesaid on said mortgage, with interest thereon and all legal costs, charges and expenses, including the attorney fees allowed by law, and also any sum or sums which may be paid by the undersigned, necessary to protect its interest in the premises. Which said premises are described as follows: All that certain piece or parcel of land situate in the Township of Royal Oak, County of Oakland, and State of Michigan, and more particularly described as lots of the subdivision thereof according to the plat recorded in Liber of Plats, page. Dated at Detroit, Michigan.	[395, 2019, 566, 2262]
legal-notice	[952, 324, 1123, 593]
divider	[24, 2217, 195, 2218]
legal-notice	[952, 44, 1123, 313]
attorney-firm: Colby, Berns & Costello, Attorneys, 802 Majestic Bldg., Detroit, Mich.	[209, 324, 380, 340]
divider	[766, 1754, 937, 1755]
attorney-firm: John Hal Engel, Attorney, 2232-3 Buhl Bldg., Detroit, Mich.	[395, 604, 564, 612]
divider	[952, 2295, 1123, 2296]
divider	[24, 1361, 195, 1362]
notice-signature: STANDARD SAVINGS AND LOAN ASSOCIATION, Mortgagee.	[396, 1432, 566, 1440]
legal-notice	[766, 2039, 937, 2308]
notice-body: MORTGAGE SALE — Default having been made in the terms and conditions of a certain mortgage made by the mortgagor therein named to the mortgagee therein named, dated and recorded in the office of the Register of Deeds for the County of Oakland and State of Michigan, in Liber of Mortgages, on page, on which mortgage there is claimed to be due at the date of this notice, for principal and interest, the sum stated, and an attorney's fee as provided for in said mortgage, and no suit or proceedings at law or in equity having been instituted to recover the moneys secured by said mortgage or any part thereof. Now, therefore, by virtue of the power of sale contained in said mortgage and pursuant to the statute of the State of Michigan in such case made and provided, notice is hereby given that on the day named at twelve o'clock noon, Eastern Standard Time, the undersigned will, at the Saginaw Street entrance to the Court House in the City of Pontiac, County of Oakland, Michigan (that being the building where the Circuit Court for the County of Oakland is held), sell at public auction, to the highest bidder, the premises described in said mortgage, or so much thereof as may be necessary to pay the amount due as aforesaid on said mortgage, with interest thereon and all legal costs, charges and expenses, including the attorney fees allowed by law, and also any sum or sums which may be paid by the undersigned, necessary to protect its interest in the premises. Which said premises are described as follows: All that certain piece or parcel of land situate in the Township of Royal Oak, County of Oakland, and State of Michigan, and more particularly described as lots of the subdivision thereof according to the plat recorded in Liber of Plats, page. Dated at Detroit, Michigan.	[580, 915, 751, 1158]
notice-body: MORTGAGE SALE — Default having been made in the terms and conditions of a certain mortgage made by the mortgagor therein named to the mortgagee therein named, dated and recorded in the office of the Register of Deeds for the County of Oakland and State of Michigan, in Liber of Mortgages, on page, on which mortgage there is claimed to be due at the date of this notice, for principal and interest, the sum stated, and an attorney's fee as provided for in said mortgage, and no suit or proceedings at law or in equity having been instituted to recover the moneys secured by said mortgage or any part thereof. Now, therefore, by virtue of the power of sale contained in said mortgage and pursuant to the statute of the State of Michigan in such case made and provided, notice is hereby given that on the day named at twelve o'clock noon, Eastern Standard Time, the undersigned will, at the Saginaw Street entrance to the Court House in the City of Pontiac, County of Oakland, Michigan (that being the building where the Circuit Court for the County of Oakland is held), sell at public auction, to the highest bidder, the premises described in said mortgage, or so much thereof as may be necessary to pay the amount due as aforesaid on said mortgage, with interest thereon and all legal costs, charges and expenses, including the attorney fees allowed by law, and also any sum or sums which may be paid by the undersigned, necessary to protect its interest in the premises. Which said premises are described as follows: All that certain piece or parcel of land situate in the Township of Royal Oak, County of Oakland, and State of Michigan, and more particularly described as lots of the subdivision thereof according to the plat recorded in Liber of Plats, page. Dated at Detroit, Michigan.	[209, 60, 380, 302]
notice-body: MORTGAGE SALE — Default having been made in the terms and conditions of a certain mortgage made by the mortgagor therein named to the mortgagee therein named, dated and recorded in the office of the Register of Deeds for the County of Oakland and State of Michigan, in Liber of Mortgages, on page, on which mortgage there is claimed to be due at the date of this notice, for principal and interest, the sum stated, and an attorney's fee as provided for in said mortgage, and no suit or proceedings at law or in equity having been instituted to recover the moneys secured by said mortgage or any part thereof. Now, therefore, by virtue of the power of sale contained in said mortgage and pursuant to the statute of the State of Michigan in such case made and provided, notice is hereby given that on the day named at twelve o'clock noon, Eastern Standard Time, the undersigned will, at the Saginaw Street entrance to the Court House in the City of Pontiac, County of Oakland, Michigan (that being the building where the Circuit Court for the County of Oakland is held), sell at public auction, to the highest bidder, the premises described in said mortgage, or so much thereof as may be necessary to pay the amount due as aforesaid on said mortgage, with interest thereon and all legal costs, charges and expenses, including the attorney fees allowed by law, and also any sum or sums which may be paid by the undersigned, necessary to protect its interest in the premises. Which said premises are described as follows: All that certain piece or parcel of land situate in the Township of Royal Oak, County of Oakland, and State of Michigan, and more particularly described as lots of the subdivision thereof according to the plat recorded in Liber of Plats, page. Dated at Detroit, Michigan.	[580, 1755, 751, 1998]
divider	[581, 319, 752, 320]
attorney-firm: John Hal Engel, Attorney, 2232-3 Buhl Bldg., Detroit, Mich.	[395, 1731, 564, 1739]
attorney-firm: Miller, Baldwin & Boos, Attorneys, 617 Penobscot Bldg., Detroit, Mich.	[580, 2019, 751, 2035]
legal-notice	[952, 899, 1123, 1168]
notice-body: MORTGAGE SALE — Default having been made in the terms and conditions of a certain mortgage made by the mortgagor therein named to the mortgagee therein named, dated and recorded in the office of the Register of Deeds for the County of Oakland and State of Michigan, in Liber of Mortgages, on page, on which mortgage there is claimed to be due at the date of this notice, for principal and interest, the sum stated, and an attorney's fee as provided for in said mortgage, and no suit or proceedings at law or in equity having been instituted to recover the moneys secured by said mortgage or any part thereof. Now, therefore, by virtue of the power of sale contained in said mortgage and pursuant to the statute of the State of Michigan in such case made and provided, notice is hereby given that on the day named at twelve o'clock noon, Eastern Standard Time, the undersigned will, at the Saginaw Street entrance to the Court House in the City of Pontiac, County of Oakland, Michigan (that being the building where the Circuit Court for the County of Oakland is held), sell at public auction, to the highest bidder, the premises described in said mortgage, or so much thereof as may be necessary to pay the amount due as aforesaid on said mortgage, with interest thereon and all legal costs, charges and expenses, including the attorney fees allowed by law, and also any sum or sums which may be paid by the undersigned, necessary to protect its interest in the premises. Which said premises are described as follows: All that certain piece or parcel of land situate in the Township of Royal Oak, County of Oakland, and State of Michigan, and more particularly described as lots of the subdivision thereof according to the plat recorded in Liber of Plats, page. Dated at Detroit, Michigan.	[209, 1180, 380, 1423]
notice-signature: AMERICAN STATE BANK OF WYANDOTTE, Mortgagee.	[225, 865, 380, 873]
notice-signature: STANDARD SAVINGS AND LOAN ASSOCIATION, Mortgagee.	[396, 305, 566, 312]
notice-signature: GEORGE B. ESSEX, Assignee of Mortgagee.	[816, 899, 937, 907]
legal-notice	[395, 604, 566, 865]
legal-notice	[395, 1171, 566, 1440]
divider	[952, 1735, 1123, 1736]
attorney-firm: Groesbeck & Kelly, Attorneys, 1801 Dime Bank Bldg., Detroit, Mich.	[209, 1164, 380, 1180]
legal-notice	[210, 1164, 381, 1433]
notice-body: MORTGAGE SALE — Default having been made in the terms and conditions of a certain mortgage made by the mortgagor therein named to the mortgagee therein named, dated and recorded in the office of the Register of Deeds for the County of Oakland and State of Michigan, in Liber of Mortgages, on page, on which mortgage there is claimed to be due at the date of this notice, for principal and interest, the sum stated, and an attorney's fee as provided for in said mortgage, and no suit or proceedings at law or in equity having been instituted to recover the moneys secured by said mortgage or any part thereof. Now, therefore, by virtue of the power of sale contained in said mortgage and pursuant to the statute of the State of Michigan in such case made and provided, notice is hereby given that on the day named at twelve o'clock noon, Eastern Standard Time, the undersigned will, at the Saginaw Street entrance to the Court House in the City of Pontiac, County of Oakland, Michigan (that being the building where the Circuit Court for the County of Oakland is held), sell at public auction, to the highest bidder, the premises described in said mortgage, or so much thereof as may be necessary to pay the amount due as aforesaid on said mortgage, with interest thereon and all legal costs, charges and expenses, including the attorney fees allowed by law, and also any sum or sums which may be paid by the undersigned, necessary to protect its interest in the premises. Which said premises are described as follows: All that certain piece or parcel of land situate in the Township of Royal Oak, County of Oakland, and State of Michigan, and more particularly described as lots of the subdivision thereof according to the plat recorded in Liber of Plats, page. Dated at Detroit, Michigan.	[24, 1093, 195, 1336]
attorney-firm: Morse & Goldstick, Attorneys, 1417 Penobscot Bldg., Detroit, Mich.	[766, 1198, 937, 1214]
divider	[581, 2295, 752, 2296]
attorney-firm: Miller, Baldwin & Boos, Attorneys, 617-21 Penobscot Bldg., Detroit, Mich.	[580, 1179, 751, 1195]
attorney-firm: Miller, Baldwin & Boos, Attorneys, 617 Penobscot Bldg., Detroit, Mich.	[580, 899, 751, 915]
notice-signature: THE MACCABEES, Mortgagee.	[108, 2203, 195, 2211]
notice-body: MORTGAGE SALE — Default having been made in the terms and conditions of a certain mortgage made by the mortgagor therein named to the mortgagee therein named, dated and recorded in the office of the Register of Deeds for the County of Oakland and State of Michigan, in Liber of Mortgages, on page, on which mortgage there is claimed to be due at the date of this notice, for principal and interest, the sum stated, and an attorney's fee as provided for in said mortgage, and no suit or proceedings at law or in equity having been instituted to recover the moneys secured by said mortgage or any part thereof. Now, therefore, by virtue of the power of sale contained in said mortgage and pursuant to the statute of the State of Michigan in such case made and provided, notice is hereby given that on the day named at twelve o'clock noon, Eastern Standard Time, the undersigned will, at the Saginaw Street entrance to the Court House in the City of Pontiac, County of Oakland, Michigan (that being the building where the Circuit Court for the County of Oakland is held), sell at public auction, to the highest bidder, the premises described in said mortgage, or so much thereof as may be necessary to pay the amount due as aforesaid on said mortgage, with interest thereon and all legal costs, charges and expenses, including the attorney fees allowed by law, and also any sum or sums which may be paid by the undersigned, necessary to protect its interest in the premises. Which said premises are described as follows: All that certain piece or parcel of land situate in the Township of Royal Oak, County of Oakland, and State of Michigan, and more particularly described as lots of the subdivision thereof according to the plat recorded in Liber of Plats, page. Dated at Detroit, Michigan.	[209, 900, 380, 1143]
legal-notice	[766, 638, 937, 907]
notice-signature: AMERICAN STATE BANK OF WYANDOTTE, A Michigan Corporation, Mortgagee.	[39, 1914, 195, 1931]
divider	[952, 2015, 1123, 2016]
attorney-firm: Colby, Berns & Costello, Attorneys, 802 Majestic Bldg., Detroit, Mich.	[209, 604, 380, 620]
divider	[952, 879, 1123, 880]
attorney-firm: Morse & Goldstick, Attorneys, 1417 Penobscot Bldg., Detroit, Mich.	[395, 1451, 566, 1467]
notice-signature: AMERICAN STATE BANK OF WYANDOTTE, A Michigan Corporation, Mortgagee.	[39, 482, 195, 498]
column-3	[388, 44, 566, 2272]
attorney-firm: Jorgensen & Alexander, Attorneys, Detroit Savings Bank Bldg., Detroit, Mich.	[766, 343, 937, 359]
lead-paragraph: Cold weather has been getting in its work east of the Mississippi. Reported deaths from freezing number about 50. In a fairly well-defined area, there was an unseasonably heavy snow fall. As usual the Canadian northwest came forward with the record low temperatures.	[24, 67, 195, 191]
divider	[395, 1166, 566, 1167]
legal-notice	[210, 44, 381, 313]
legal-notice	[952, 2020, 1123, 2289]
notice-body: MORTGAGE SALE — Default having been made in the terms and conditions of a certain mortgage made by the mortgagor therein named to the mortgagee therein named, dated and recorded in the office of the Register of Deeds for the County of Oakland and State of Michigan, in Liber of Mortgages, on page, on which mortgage there is claimed to be due at the date of this notice, for principal and interest, the sum stated, and an attorney's fee as provided for in said mortgage, and no suit or proceedings at law or in equity having been instituted to recover the moneys secured by said mortgage or any part thereof. Now, therefore, by virtue of the power of sale contained in said mortgage and pursuant to the statute of the State of Michigan in such case made and provided, notice is hereby given that on the day named at twelve o'clock noon, Eastern Standard Time, the undersigned will, at the Saginaw Street entrance to the Court House in the City of Pontiac, County of Oakland, Michigan (that being the building where the Circuit Court for the County of Oakland is held), sell at public auction, to the highest bidder, the premises described in said mortgage, or so much thereof as may be necessary to pay the amount due as aforesaid on said mortgage, with interest thereon and all legal costs, charges and expenses, including the attorney fees allowed by law, and also any sum or sums which may be paid by the undersigned, necessary to protect its interest in the premises. Which said premises are described as follows: All that certain piece or parcel of land situate in the Township of Royal Oak, County of Oakland, and State of Michigan, and more particularly described as lots of the subdivision thereof according to the plat recorded in Liber of Plats, page. Dated at Detroit, Michigan.	[766, 1494, 937, 1737]
divider	[395, 319, 566, 320]
notice-body: MORTGAGE SALE — Default having been made in the terms and conditions of a certain mortgage made by the mortgagor therein named to the mortgagee therein named, dated and recorded in the office of the Register of Deeds for the County of Oakland and State of Michigan, in Liber of Mortgages, on page, on which mortgage there is claimed to be due at the date of this notice, for principal and interest, the sum stated, and an attorney's fee as provided for in said mortgage, and no suit or proceedings at law or in equity having been instituted to recover the moneys secured by said mortgage or any part thereof. Now, therefore, by virtue of the power of sale contained in said mortgage and pursuant to the statute of the State of Michigan in such case made and provided, notice is hereby given that on the day named at twelve o'clock noon, Eastern Standard Time, the undersigned will, at the Saginaw Street entrance to the Court House in the City of Pontiac, County of Oakland, Michigan (that being the building where the Circuit Court for the County of Oakland is held), sell at public auction, to the highest bidder, the premises described in said mortgage, or so much thereof as may be necessary to pay the amount due as aforesaid on said mortgage, with interest thereon and all legal costs, charges and expenses, including the attorney fees allowed by law, and also any sum or sums which may be paid by the undersigned, necessary to protect its interest in the premises. Which said premises are described as follows: All that certain piece or parcel of land situate in the Township of Royal Oak, County of Oakland, and State of Michigan, and more particularly described as lots of the subdivision thereof according to the plat recorded in Liber of Plats, page. Dated at Detroit, Michigan.	[766, 2055, 937, 2297]
notice-body: MORTGAGE SALE — Default having been made in the terms and conditions of a certain mortgage made by the mortgagor therein named to the mortgagee therein named, dated and recorded in the office of the Register of Deeds for the County of Oakland and State of Michigan, in Liber of Mortgages, on page, on which mortgage there is claimed to be due at the date of this notice, for principal and interest, the sum stated, and an attorney's fee as provided for in said mortgage, and no suit or proceedings at law or in equity having been instituted to recover the moneys secured by said mortgage or any part thereof. Now, therefore, by virtue of the power of sale contained in said mortgage and pursuant to the statute of the State of Michigan in such case made and provided, notice is hereby given that on the day named at twelve o'clock noon, Eastern Standard Time, the undersigned will, at the Saginaw Street entrance to the Court House in the City of Pontiac, County of Oakland, Michigan (that being the building where the Circuit Court for the County of Oakland is held), sell at public auction, to the highest bidder, the premises described in said mortgage, or so much thereof as may be necessary to pay the amount due as aforesaid on said mortgage, with interest thereon and all legal costs, charges and expenses, including the attorney fees allowed by law, and also any sum or sums which may be paid by the undersigned, necessary to protect its interest in the premises. Which said premises are described as follows: All that certain piece or parcel of land situate in the Township of Royal Oak, County of Oakland, and State of Michigan, and more particularly described as lots of the subdivision thereof according to the plat recorded in Liber of Plats, page. Dated at Detroit, Michigan.	[395, 907, 566, 1150]
legal-notice	[395, 324, 566, 593]
attorney-firm: E. H. Rogers, Attorney, First National Bank Bldg., Detroit, Mich.	[951, 604, 1122, 620]
notice-body: MORTGAGE SALE — Default having been made in the terms and conditions of a certain mortgage made by the mortgagor therein named to the mortgagee therein named, dated and recorded in the office of the Register of Deeds for the County of Oakland and State of Michigan, in Liber of Mortgages, on page, on which mortgage there is claimed to be due at the date of this notice, for principal and interest, the sum stated, and an attorney's fee as provided for in said mortgage, and no suit or proceedings at law or in equity having been instituted to recover the moneys secured by said mortgage or any part thereof. Now, therefore, by virtue of the power of sale contained in said mortgage and pursuant to the statute of the State of Michigan in such case made and provided, notice is hereby given that on the day named at twelve o'clock noon, Eastern Standard Time, the undersigned will, at the Saginaw Street entrance to the Court House in the City of Pontiac, County of Oakland, Michigan (that being the building where the Circuit Court for the County of Oakland is held), sell at public auction, to the highest bidder, the premises described in said mortgage, or so much thereof as may be necessary to pay the amount due as aforesaid on said mortgage, with interest thereon and all legal costs, charges and expenses, including the attorney fees allowed by law, and also any sum or sums which may be paid by the undersigned, necessary to protect its interest in the premises. Which said premises are described as follows: All that certain piece or parcel of land situate in the Township of Royal Oak, County of Oakland, and State of Michigan, and more particularly described as lots of the subdivision thereof according to the plat recorded in Liber of Plats, page. Dated at Detroit, Michigan.	[580, 1195, 751, 1438]
notice-body: MORTGAGE SALE — Default having been made in the terms and conditions of a certain mortgage made by the mortgagor therein named to the mortgagee therein named, dated and recorded in the office of the Register of Deeds for the County of Oakland and State of Michigan, in Liber of Mortgages, on page, on which mortgage there is claimed to be due at the date of this notice, for principal and interest, the sum stated, and an attorney's fee as provided for in said mortgage, and no suit or proceedings at law or in equity having been instituted to recover the moneys secured by said mortgage or any part thereof. Now, therefore, by virtue of the power of sale contained in said mortgage and pursuant to the statute of the State of Michigan in such case made and provided, notice is hereby given that on the day named at twelve o'clock noon, Eastern Standard Time, the undersigned will, at the Saginaw Street entrance to the Court House in the City of Pontiac, County of Oakland, Michigan (that being the building where the Circuit Court for the County of Oakland is held), sell at public auction, to the highest bidder, the premises described in said mortgage, or so much thereof as may be necessary to pay the amount due as aforesaid on said mortgage, with interest thereon and all legal costs, charges and expenses, including the attorney fees allowed by law, and also any sum or sums which may be paid by the undersigned, necessary to protect its interest in the premises. Which said premises are described as follows: All that certain piece or parcel of land situate in the Township of Royal Oak, County of Oakland, and State of Michigan, and more particularly described as lots of the subdivision thereof according to the plat recorded in Liber of Plats, page. Dated at Detroit, Michigan.	[24, 237, 195, 479]
divider	[210, 1439, 381, 1440]
notice-body: MORTGAGE SALE — Default having been made in the terms and conditions of a certain mortgage made by the mortgagor therein named to the mortgagee therein named, dated and recorded in the office of the Register of Deeds for the County of Oakland and State of Michigan, in Liber of Mortgages, on page, on which mortgage there is claimed to be due at the date of this notice, for principal and interest, the sum stated, and an attorney's fee as provided for in said mortgage, and no suit or proceedings at law or in equity having been instituted to recover the moneys secured by said mortgage or any part thereof. Now, therefore, by virtue of the power of sale contained in said mortgage and pursuant to the statute of the State of Michigan in such case made and provided, notice is hereby given that on the day named at twelve o'clock noon, Eastern Standard Time, the undersigned will, at the Saginaw Street entrance to the Court House in the City of Pontiac, County of Oakland, Michigan (that being the building where the Circuit Court for the County of Oakland is held), sell at public auction, to the highest bidder, the premises described in said mortgage, or so much thereof as may be necessary to pay the amount due as aforesaid on said mortgage, with interest thereon and all legal costs, charges and expenses, including the attorney fees allowed by law, and also any sum or sums which may be paid by the undersigned, necessary to protect its interest in the premises. Which said premises are described as follows: All that certain piece or parcel of land situate in the Township of Royal Oak, County of Oakland, and State of Michigan, and more particularly described as lots of the subdivision thereof according to the plat recorded in Liber of Plats, page. Dated at Detroit, Michigan.	[24, 1958, 195, 2201]
notice-body: MORTGAGE SALE — Default having been made in the terms and conditions of a certain mortgage made by the mortgagor therein named to the mortgagee therein named, dated and recorded in the office of the Register of Deeds for the County of Oakland and State of Michigan, in Liber of Mortgages, on page, on which mortgage there is claimed to be due at the date of this notice, for principal and interest, the sum stated, and an attorney's fee as provided for in said mortgage, and no suit or proceedings at law or in equity having been instituted to recover the moneys secured by said mortgage or any part thereof. Now, therefore, by virtue of the power of sale contained in said mortgage and pursuant to the statute of the State of Michigan in such case made and provided, notice is hereby given that on the day named at twelve o'clock noon, Eastern Standard Time, the undersigned will, at the Saginaw Street entrance to the Court House in the City of Pontiac, County of Oakland, Michigan (that being the building where the Circuit Court for the County of Oakland is held), sell at public auction, to the highest bidder, the premises described in said mortgage, or so much thereof as may be necessary to pay the amount due as aforesaid on said mortgage, with interest thereon and all legal costs, charges and expenses, including the attorney fees allowed by law, and also any sum or sums which may be paid by the undersigned, necessary to protect its interest in the premises. Which said premises are described as follows: All that certain piece or parcel of land situate in the Township of Royal Oak, County of Oakland, and State of Michigan, and more particularly described as lots of the subdivision thereof according to the plat recorded in Liber of Plats, page. Dated at Detroit, Michigan.	[395, 1187, 566, 1430]
divider	[210, 2000, 381, 2001]
notice-signature: STANDARD SAVINGS AND LOAN ASSOCIATION, Mortgagee.	[396, 1152, 566, 1160]
divider	[395, 1446, 566, 1447]
attorney-firm: Wilkinson, Lowther & O'Connell, Attorneys, 1425-31 Dime Bank Bldg., Detroit, Mich.	[766, 2038, 937, 2054]
notice-body: MORTGAGE SALE — Default having been made in the terms and conditions of a certain mortgage made by the mortgagor therein named to the mortgagee therein named, dated and recorded in the office of the Register of Deeds for the County of Oakland and State of Michigan, in Liber of Mortgages, on page, on which mortgage there is claimed to be due at the date of this notice, for principal and interest, the sum stated, and an attorney's fee as provided for in said mortgage, and no suit or proceedings at law or in equity having been instituted to recover the moneys secured by said mortgage or any part thereof. Now, therefore, by virtue of the power of sale contained in said mortgage and pursuant to the statute of the State of Michigan in such case made and provided, notice is hereby given that on the day named at twelve o'clock noon, Eastern Standard Time, the undersigned will, at the Saginaw Street entrance to the Court House in the City of Pontiac, County of Oakland, Michigan (that being the building where the Circuit Court for the County of Oakland is held), sell at public auction, to the highest bidder, the premises described in said mortgage, or so much thereof as may be necessary to pay the amount due as aforesaid on said mortgage, with interest thereon and all legal costs, charges and expenses, including the attorney fees allowed by law, and also any sum or sums which may be paid by the undersigned, necessary to protect its interest in the premises. Which said premises are described as follows: All that certain piece or parcel of land situate in the Township of Royal Oak, County of Oakland, and State of Michigan, and more particularly described as lots of the subdivision thereof according to the plat recorded in Liber of Plats, page. Dated at Detroit, Michigan.	[951, 1195, 1122, 1438]
divider	[766, 2314, 937, 2315]
notice-body: MORTGAGE SALE — Default having been made in the terms and conditions of a certain mortgage made by the mortgagor therein named to the mortgagee therein named, dated and recorded in the office of the Register of Deeds for the County of Oakland and State of Michigan, in Liber of Mortgages, on page, on which mortgage there is claimed to be due at the date of this notice, for principal and interest, the sum stated, and an attorney's fee as provided for in said mortgage, and no suit or proceedings at law or in equity having been instituted to recover the moneys secured by said mortgage or any part thereof. Now, therefore, by virtue of the power of sale contained in said mortgage and pursuant to the statute of the State of Michigan in such case made and provided, notice is hereby given that on the day named at twelve o'clock noon, Eastern Standard Time, the undersigned will, at the Saginaw Street entrance to the Court House in the City of Pontiac, County of Oakland, Michigan (that being the building where the Circuit Court for the County of Oakland is held), sell at public auction, to the highest bidder, the premises described in said mortgage, or so much thereof as may be necessary to pay the amount due as aforesaid on said mortgage, with interest thereon and all legal costs, charges and expenses, including the attorney fees allowed by law, and also any sum or sums which may be paid by the undersigned, necessary to protect its interest in the premises. Which said premises are described as follows: All that certain piece or parcel of land situate in the Township of Royal Oak, County of Oakland, and State of Michigan, and more particularly described as lots of the subdivision thereof according to the plat recorded in Liber of Plats, page. Dated at Detroit, Michigan.	[395, 60, 566, 302]
notice-signature: MICHIGAN LIFE INSURANCE COMPANY, Mortgagee.	[230, 585, 380, 593]
notice-body: MORTGAGE SALE — Default having been made in the terms and conditions of a certain mortgage made by the mortgagor therein named to the mortgagee therein named, dated and recorded in the office of the Register of Deeds for the County of Oakland and State of Michigan, in Liber of Mortgages, on page, on which mortgage there is claimed to be due at the date of this notice, for principal and interest, the sum stated, and an attorney's fee as provided for in said mortgage, and no suit or proceedings at law or in equity having been instituted to recover the moneys secured by said mortgage or any part thereof. Now, therefore, by virtue of the power of sale contained in said mortgage and pursuant to the statute of the State of Michigan in such case made and provided, notice is hereby given that on the day named at twelve o'clock noon, Eastern Standard Time, the undersigned will, at the Saginaw Street entrance to the Court House in the City of Pontiac, County of Oakland, Michigan (that being the building where the Circuit Court for the County of Oakland is held), sell at public auction, to the highest bidder, the premises described in said mortgage, or so much thereof as may be necessary to pay the amount due as aforesaid on said mortgage, with interest thereon and all legal costs, charges and expenses, including the attorney fees allowed by law, and also any sum or sums which may be paid by the undersigned, necessary to protect its interest in the premises. Which said premises are described as follows: All that certain piece or parcel of land situate in the Township of Royal Oak, County of Oakland, and State of Michigan, and more particularly described as lots of the subdivision thereof according to the plat recorded in Liber of Plats, page. Dated at Detroit, Michigan.	[580, 1475, 751, 1718]
notice-signature: STANDARD SAVINGS AND LOAN ASSOCIATION, Mortgagee.	[210, 2265, 380, 2273]
notice-signature: THE MACCABEES, Mortgagee.	[108, 1058, 195, 1066]
notice-body: MORTGAGE SALE — Default having been made in the terms and conditions of a certain mortgage made by the mortgagor therein named to the mortgagee therein named, dated and recorded in the office of the Register of Deeds for the County of Oakland and State of Michigan, in Liber of Mortgages, on page, on which mortgage there is claimed to be due at the date of this notice, for principal and interest, the sum stated, and an attorney's fee as provided for in said mortgage, and no suit or proceedings at law or in equity having been instituted to recover the moneys secured by said mortgage or any part thereof. Now, therefore, by virtue of the power of sale contained in said mortgage and pursuant to the statute of the State of Michigan in such case made and provided, notice is hereby given that on the day named at twelve o'clock noon, Eastern Standard Time, the undersigned will, at the Saginaw Street entrance to the Court House in the City of Pontiac, County of Oakland, Michigan (that being the building where the Circuit Court for the County of Oakland is held), sell at public auction, to the highest bidder, the premises described in said mortgage, or so much thereof as may be necessary to pay the amount due as aforesaid on said mortgage, with interest thereon and all legal costs, charges and expenses, including the attorney fees allowed by law, and also any sum or sums which may be paid by the undersigned, necessary to protect its interest in the premises. Which said premises are described as follows: All that certain piece or parcel of land situate in the Township of Royal Oak, County of Oakland, and State of Michigan, and more particularly described as lots of the subdivision thereof according to the plat recorded in Liber of Plats, page. Dated at Detroit, Michigan.	[951, 915, 1122, 1158]
notice-body: MORTGAGE SALE — Default having been made in the terms and conditions of a certain mortgage made by the mortgagor therein named to the mortgagee therein named, dated and recorded in the office of the Register of Deeds for the County of Oakland and State of Michigan, in Liber of Mortgages, on page, on which mortgage there is claimed to be due at the date of this notice, for principal and interest, the sum stated, and an attorney's fee as provided for in said mortgage, and no suit or proceedings at law or in equity having been instituted to recover the moneys secured by said mortgage or any part thereof. Now, therefore, by virtue of the power of sale contained in said mortgage and pursuant to the statute of the State of Michigan in such case made and provided, notice is hereby given that on the day named at twelve o'clock noon, Eastern Standard Time, the undersigned will, at the Saginaw Street entrance to the Court House in the City of Pontiac, County of Oakland, Michigan (that being the building where the Circuit Court for the County of Oakland is held), sell at public auction, to the highest bidder, the premises described in said mortgage, or so much thereof as may be necessary to pay the amount due as aforesaid on said mortgage, with interest thereon and all legal costs, charges and expenses, including the attorney fees allowed by law, and also any sum or sums which may be paid by the undersigned, necessary to protect its interest in the premises. Which said premises are described as follows: All that certain piece or parcel of land situate in the Township of Royal Oak, County of Oakland, and State of Michigan, and more particularly described as lots of the subdivision thereof according to the plat recorded in Liber of Plats, page. Dated at Detroit, Michigan.	[580, 60, 751, 302]
notice-body: MORTGAGE SALE — Default having been made in the terms and conditions of a certain mortgage made by the mortgagor therein named to the mortgagee therein named, dated and recorded in the office of the Register of Deeds for the County of Oakland and State of Michigan, in Liber of Mortgages, on page, on which mortgage there is claimed to be due at the date of this notice, for principal and interest, the sum stated, and an attorney's fee as provided for in said mortgage, and no suit or proceedings at law or in equity having been instituted to recover the moneys secured by said mortgage or any part thereof. Now, therefore, by virtue of the power of sale contained in said mortgage and pursuant to the statute of the State of Michigan in such case made and provided, notice is hereby given that on the day named at twelve o'clock noon, Eastern Standard Time, the undersigned will, at the Saginaw Street entrance to the Court House in the City of Pontiac, County of Oakland, Michigan (that being the building where the Circuit Court for the County of Oakland is held), sell at public auction, to the highest bidder, the premises described in said mortgage, or so much thereof as may be necessary to pay the amount due as aforesaid on said mortgage, with interest thereon and all legal costs, charges and expenses, including the attorney fees allowed by law, and also any sum or sums which may be paid by the undersigned, necessary to protect its interest in the premises. Which said premises are described as follows: All that certain piece or parcel of land situate in the Township of Royal Oak, County of Oakland, and State of Michigan, and more particularly described as lots of the subdivision thereof according to the plat recorded in Liber of Plats, page. Dated at Detroit, Michigan.	[951, 620, 1122, 863]
attorney-firm: Colby, Berns & Costello, Attorneys, 802 Majestic Bldg., Detroit, Mich.	[209, 1444, 380, 1460]
notice-body: MORTGAGE SALE — Default having been made in the terms and conditions of a certain mortgage made by the mortgagor therein named to the mortgagee therein named, dated and recorded in the office of the Register of Deeds for the County of Oakland and State of Michigan, in Liber of Mortgages, on page, on which mortgage there is claimed to be due at the date of this notice, for principal and interest, the sum stated, and an attorney's fee as provided for in said mortgage, and no suit or proceedings at law or in equity having been instituted to recover the moneys secured by said mortgage or any part thereof. Now, therefore, by virtue of the power of sale contained in said mortgage and pursuant to the statute of the State of Michigan in such case made and provided, notice is hereby given that on the day named at twelve o'clock noon, Eastern Standard Time, the undersigned will, at the Saginaw Street entrance to the Court House in the City of Pontiac, County of Oakland, Michigan (that being the building where the Circuit Court for the County of Oakland is held), sell at public auction, to the highest bidder, the premises described in said mortgage, or so much thereof as may be necessary to pay the amount due as aforesaid on said mortgage, with interest thereon and all legal costs, charges and expenses, including the attorney fees allowed by law, and also any sum or sums which may be paid by the undersigned, necessary to protect its interest in the premises. Which said premises are described as follows: All that certain piece or parcel of land situate in the Township of Royal Oak, County of Oakland, and State of Michigan, and more particularly described as lots of the subdivision thereof according to the plat recorded in Liber of Plats, page. Dated at Detroit, Michigan.	[209, 2020, 380, 2263]
attorney-firm: E. H. Rogers, Attorney, First National Bank Bldg., Detroit, Mich.	[951, 1739, 1122, 1755]
notice-signature: AMY BENNETT, Mortgagee.	[860, 1739, 937, 1747]
notice-body: MORTGAGE SALE — Default having been made in the terms and conditions of a certain mortgage made by the mortgagor therein named to the mortgagee therein named, dated and recorded in the office of the Register of Deeds for the County of Oakland and State of Michigan, in Liber of Mortgages, on page, on which mortgage there is claimed to be due at the date of this notice, for principal and interest, the sum stated, and an attorney's fee as provided for in said mortgage, and no suit or proceedings at law or in equity having been instituted to recover the moneys secured by said mortgage or any part thereof. Now, therefore, by virtue of the power of sale contained in said mortgage and pursuant to the statute of the State of Michigan in such case made and provided, notice is hereby given that on the day named at twelve o'clock noon, Eastern Standard Time, the undersigned will, at the Saginaw Street entrance to the Court House in the City of Pontiac, County of Oakland, Michigan (that being the building where the Circuit Court for the County of Oakland is held), sell at public auction, to the highest bidder, the premises described in said mortgage, or so much thereof as may be necessary to pay the amount due as aforesaid on said mortgage, with interest thereon and all legal costs, charges and expenses, including the attorney fees allowed by law, and also any sum or sums which may be paid by the undersigned, necessary to protect its interest in the premises. Which said premises are described as follows: All that certain piece or parcel of land situate in the Township of Royal Oak, County of Oakland, and State of Michigan, and more particularly described as lots of the subdivision thereof according to the plat recorded in Liber of Plats, page. Dated at Detroit, Michigan.	[951, 340, 1122, 582]
legal-notice	[210, 324, 381, 593]
notice-body: MORTGAGE SALE — Default having been made in the terms and conditions of a certain mortgage made by the mortgagor therein named to the mortgagee therein named, dated and recorded in the office of the Register of Deeds for the County of Oakland and State of Michigan, in Liber of Mortgages, on page, on which mortgage there is claimed to be due at the date of this notice, for principal and interest, the sum stated, and an attorney's fee as provided for in said mortgage, and no suit or proceedings at law or in equity having been instituted to recover the moneys secured by said mortgage or any part thereof. Now, therefore, by virtue of the power of sale contained in said mortgage and pursuant to the statute of the State of Michigan in such case made and provided, notice is hereby given that on the day named at twelve o'clock noon, Eastern Standard Time, the undersigned will, at the Saginaw Street entrance to the Court House in the City of Pontiac, County of Oakland, Michigan (that being the building where the Circuit Court for the County of Oakland is held), sell at public auction, to the highest bidder, the premises described in said mortgage, or so much thereof as may be necessary to pay the amount due as aforesaid on said mortgage, with interest thereon and all legal costs, charges and expenses, including the attorney fees allowed by law, and also any sum or sums which may be paid by the undersigned, necessary to protect its interest in the premises. Which said premises are described as follows: All that certain piece or parcel of land situate in the Township of Royal Oak, County of Oakland, and State of Michigan, and more particularly described as lots of the subdivision thereof according to the plat recorded in Liber of Plats, page. Dated at Detroit, Michigan.	[395, 1739, 566, 1982]
attorney-firm: Miller, Baldwin & Boos, Attorneys, 617-21 Penobscot Bldg., Detroit, Mich.	[395, 2003, 566, 2019]
notice-signature: THE MACCABEES, Mortgagee.	[1036, 2280, 1122, 2288]
legal-notice	[24, 509, 195, 786]
section-heading: NINTH INSERTION	[395, 876, 566, 888]
legal-notice	[395, 44, 566, 313]
notice-body: MORTGAGE SALE — Default having been made in the terms and conditions of a certain mortgage made by the mortgagor therein named to the mortgagee therein named, dated and recorded in the office of the Register of Deeds for the County of Oakland and State of Michigan, in Liber of Mortgages, on page, on which mortgage there is claimed to be due at the date of this notice, for principal and interest, the sum stated, and an attorney's fee as provided for in said mortgage, and no suit or proceedings at law or in equity having been instituted to recover the moneys secured by said mortgage or any part thereof. Now, therefore, by virtue of the power of sale contained in said mortgage and pursuant to the statute of the State of Michigan in such case made and provided, notice is hereby given that on the day named at twelve o'clock noon, Eastern Standard Time, the undersigned will, at the Saginaw Street entrance to the Court House in the City of Pontiac, County of Oakland, Michigan (that being the building where the Circuit Court for the County of Oakland is held), sell at public auction, to the highest bidder, the premises described in said mortgage, or so much thereof as may be necessary to pay the amount due as aforesaid on said mortgage, with interest thereon and all legal costs, charges and expenses, including the attorney fees allowed by law, and also any sum or sums which may be paid by the undersigned, necessary to protect its interest in the premises. Which said premises are described as follows: All that certain piece or parcel of land situate in the Township of Royal Oak, County of Oakland, and State of Michigan, and more particularly described as lots of the subdivision thereof according to the plat recorded in Liber of Plats, page. Dated at Detroit, Michigan.	[766, 1214, 937, 1457]
divider	[766, 1474, 937, 1475]
attorney-firm: Groesbeck & Kelly, Attorneys, 1801 Dime Bank Bldg., Detroit, Mich.	[209, 44, 380, 60]
notice-signature: FRANKLIN B. BUSHMAN, Mortgagee.	[1017, 1720, 1122, 1728]
divider	[24, 1073, 195, 1074]
legal-notice	[581, 619, 752, 888]
notice-body: MORTGAGE SALE — Default having been made in the terms and conditions of a certain mortgage made by the mortgagor therein named to the mortgagee therein named, dated and recorded in the office of the Register of Deeds for the County of Oakland and State of Michigan, in Liber of Mortgages, on page, on which mortgage there is claimed to be due at the date of this notice, for principal and interest, the sum stated, and an attorney's fee as provided for in said mortgage, and no suit or proceedings at law or in equity having been instituted to recover the moneys secured by said mortgage or any part thereof. Now, therefore, by virtue of the power of sale contained in said mortgage and pursuant to the statute of the State of Michigan in such case made and provided, notice is hereby given that on the day named at twelve o'clock noon, Eastern Standard Time, the undersigned will, at the Saginaw Street entrance to the Court House in the City of Pontiac, County of Oakland, Michigan (that being the building where the Circuit Court for the County of Oakland is held), sell at public auction, to the highest bidder, the premises described in said mortgage, or so much thereof as may be necessary to pay the amount due as aforesaid on said mortgage, with interest thereon and all legal costs, charges and expenses, including the attorney fees allowed by law, and also any sum or sums which may be paid by the undersigned, necessary to protect its interest in the premises. Which said premises are described as follows: All that certain piece or parcel of land situate in the Township of Royal Oak, County of Oakland, and State of Michigan, and more particularly described as lots of the subdivision thereof according to the plat recorded in Liber of Plats, page. Dated at Detroit, Michigan.	[395, 1467, 566, 1710]
notice-signature: FRANKLIN B. BUSHMAN, Mortgagee.	[1017, 585, 1122, 593]
column-2	[203, 44, 381, 2273]
notice-signature: FRANKLIN B. BUSHMAN, Mortgagee.	[831, 1179, 937, 1187]
column-5	[759, 44, 937, 2307]
attorney-firm: Miller, Baldwin & Boos, Attorneys, 617-21 Penobscot Bldg., Detroit, Mich.	[209, 2004, 380, 2020]
divider	[581, 2015, 752, 2016]
divider	[952, 599, 1123, 600]
divider	[952, 1174, 1123, 1175]
